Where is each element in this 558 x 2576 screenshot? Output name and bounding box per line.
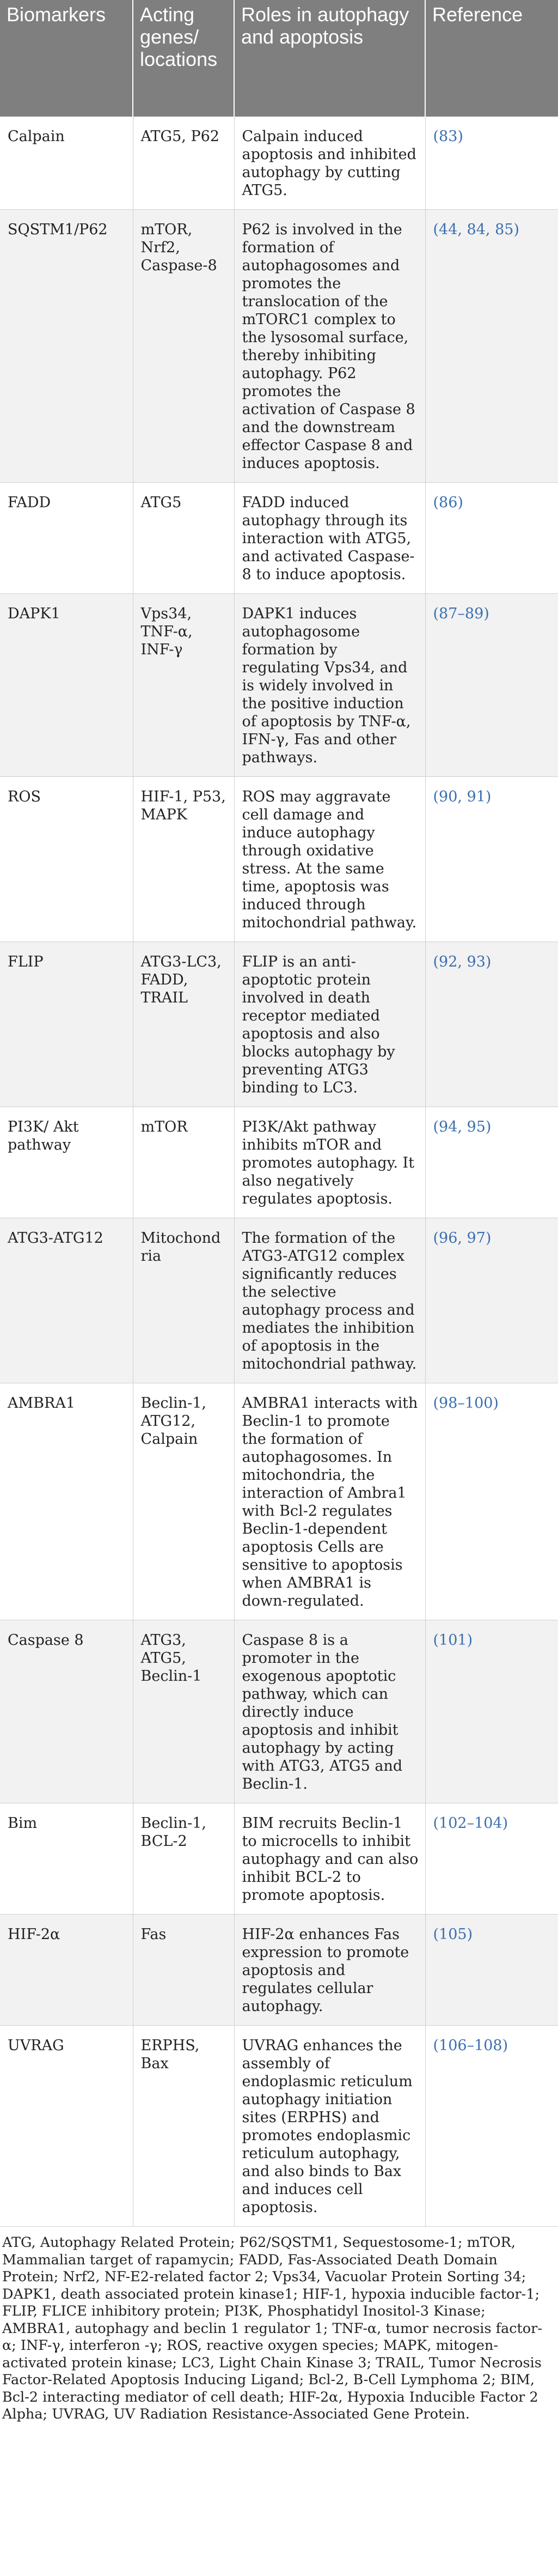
biomarker-cell: UVRAG <box>0 2026 133 2227</box>
reference-link[interactable]: (86) <box>433 494 463 511</box>
acting-genes-cell: Fas <box>133 1915 234 2026</box>
biomarker-cell: FADD <box>0 483 133 594</box>
table-row <box>0 483 558 594</box>
acting-genes-cell: ATG3, ATG5, Beclin-1 <box>133 1620 234 1803</box>
table-row <box>0 1107 558 1218</box>
acting-genes-cell: mTOR <box>133 1107 234 1218</box>
reference-cell <box>425 483 558 594</box>
acting-genes-cell: ERPHS, Bax <box>133 2026 234 2227</box>
reference-link[interactable]: (106–108) <box>433 2037 508 2054</box>
table-row <box>0 942 558 1107</box>
acting-genes-cell: mTOR, Nrf2, Caspase-8 <box>133 210 234 483</box>
acting-genes-cell: ATG5, P62 <box>133 117 234 210</box>
role-cell: HIF-2α enhances Fas expression to promote apoptosis and regulates cellular autophagy. <box>234 1915 425 2026</box>
reference-link[interactable]: (90, 91) <box>433 788 492 805</box>
header-roles: Roles in autophagy and apoptosis <box>234 0 425 117</box>
reference-link[interactable]: (102–104) <box>433 1815 508 1832</box>
table-row <box>0 1803 558 1915</box>
table-row <box>0 2026 558 2227</box>
reference-link[interactable]: (105) <box>433 1926 473 1943</box>
reference-link[interactable]: (92, 93) <box>433 953 492 970</box>
reference-link[interactable]: (44, 84, 85) <box>433 221 519 238</box>
reference-link[interactable]: (98–100) <box>433 1395 499 1412</box>
reference-cell <box>425 1803 558 1915</box>
table-row <box>0 210 558 483</box>
role-cell: ROS may aggravate cell damage and induce autophagy through oxidative stress. At the same time, apoptosis was induced through mitochondrial pathway. <box>234 777 425 942</box>
role-cell: PI3K/Akt pathway inhibits mTOR and promotes autophagy. It also negatively regulates apoptosis. <box>234 1107 425 1218</box>
table-row <box>0 1915 558 2026</box>
biomarker-cell: ATG3-ATG12 <box>0 1218 133 1383</box>
role-cell: Calpain induced apoptosis and inhibited autophagy by cutting ATG5. <box>234 117 425 210</box>
role-cell: P62 is involved in the formation of autophagosomes and promotes the translocation of the mTORC1 complex to the lysosomal surface, thereby inhibiting autophagy. P62 promotes the activation of Caspase 8 and the downstream effector Caspase 8 and induces apoptosis. <box>234 210 425 483</box>
reference-cell <box>425 1620 558 1803</box>
biomarker-cell: PI3K/ Akt pathway <box>0 1107 133 1218</box>
reference-link[interactable]: (87–89) <box>433 605 489 622</box>
acting-genes-cell: ATG3-LC3, FADD, TRAIL <box>133 942 234 1107</box>
biomarker-cell: Calpain <box>0 117 133 210</box>
table-body <box>0 117 558 2227</box>
table-row <box>0 117 558 210</box>
reference-cell <box>425 1218 558 1383</box>
acting-genes-cell: HIF-1, P53, MAPK <box>133 777 234 942</box>
reference-cell <box>425 2026 558 2227</box>
acting-genes-cell: Mitochondria <box>133 1218 234 1383</box>
header-biomarkers: Biomarkers <box>0 0 133 117</box>
reference-cell <box>425 1383 558 1620</box>
table-row <box>0 594 558 777</box>
biomarker-cell: FLIP <box>0 942 133 1107</box>
reference-link[interactable]: (94, 95) <box>433 1119 492 1135</box>
biomarker-cell: DAPK1 <box>0 594 133 777</box>
table-row <box>0 777 558 942</box>
role-cell: DAPK1 induces autophagosome formation by regulating Vps34, and is widely involved in the positive induction of apoptosis by TNF-α, IFN-γ, Fas and other pathways. <box>234 594 425 777</box>
reference-link[interactable]: (101) <box>433 1632 473 1649</box>
acting-genes-cell: Beclin-1, ATG12, Calpain <box>133 1383 234 1620</box>
biomarker-cell: AMBRA1 <box>0 1383 133 1620</box>
biomarker-cell: Caspase 8 <box>0 1620 133 1803</box>
table-row <box>0 1218 558 1383</box>
table-row <box>0 1383 558 1620</box>
header-reference: Reference <box>425 0 558 117</box>
table-row <box>0 1620 558 1803</box>
role-cell: Caspase 8 is a promoter in the exogenous apoptotic pathway, which can directly induce apoptosis and inhibit autophagy by acting with ATG3, ATG5 and Beclin-1. <box>234 1620 425 1803</box>
reference-cell <box>425 1915 558 2026</box>
reference-cell <box>425 210 558 483</box>
role-cell: UVRAG enhances the assembly of endoplasmic reticulum autophagy initiation sites (ERPHS) and promotes endoplasmic reticulum autophagy, and also binds to Bax and induces cell apoptosis. <box>234 2026 425 2227</box>
role-cell: FADD induced autophagy through its interaction with ATG5, and activated Caspase-8 to induce apoptosis. <box>234 483 425 594</box>
biomarker-cell: SQSTM1/P62 <box>0 210 133 483</box>
acting-genes-cell: Vps34, TNF-α, INF-γ <box>133 594 234 777</box>
header-row <box>0 0 558 117</box>
reference-cell <box>425 942 558 1107</box>
role-cell: AMBRA1 interacts with Beclin-1 to promote the formation of autophagosomes. In mitochondria, the interaction of Ambra1 with Bcl-2 regulates Beclin-1-dependent apoptosis Cells are sensitive to apoptosis when AMBRA1 is down-regulated. <box>234 1383 425 1620</box>
biomarker-cell: Bim <box>0 1803 133 1915</box>
reference-link[interactable]: (83) <box>433 128 463 145</box>
reference-link[interactable]: (96, 97) <box>433 1230 492 1247</box>
acting-genes-cell: ATG5 <box>133 483 234 594</box>
reference-cell <box>425 1107 558 1218</box>
role-cell: BIM recruits Beclin-1 to microcells to inhibit autophagy and can also inhibit BCL-2 to promote apoptosis. <box>234 1803 425 1915</box>
biomarker-cell: ROS <box>0 777 133 942</box>
biomarker-cell: HIF-2α <box>0 1915 133 2026</box>
table-footnote: ATG, Autophagy Related Protein; P62/SQSTM1, Sequestosome-1; mTOR, Mammalian target of rapamycin; FADD, Fas-Associated Death Domain Protein; Nrf2, NF-E2-related factor 2; Vps34, Vacuolar Protein Sorting 34; DAPK1, death associated protein kinase1; HIF-1, hypoxia inducible factor-1; FLIP, FLICE inhibitory protein; PI3K, Phosphatidyl Inositol-3 Kinase; AMBRA1, autophagy and beclin 1 regulator 1; TNF-α, tumor necrosis factor-α; INF-γ, interferon -γ; ROS, reactive oxygen species; MAPK, mitogen-activated protein kinase; LC3, Light Chain Kinase 3; TRAIL, Tumor Necrosis Factor-Related Apoptosis Inducing Ligand; Bcl-2, B-Cell Lymphoma 2; BIM, Bcl-2 interacting mediator of cell death; HIF-2α, Hypoxia Inducible Factor 2 Alpha; UVRAG, UV Radiation Resistance-Associated Gene Protein. <box>2 2234 542 2422</box>
header-acting-genes: Acting genes/ locations <box>133 0 234 117</box>
reference-cell <box>425 594 558 777</box>
role-cell: The formation of the ATG3-ATG12 complex significantly reduces the selective autophagy process and mediates the inhibition of apoptosis in the mitochondrial pathway. <box>234 1218 425 1383</box>
reference-cell <box>425 117 558 210</box>
acting-genes-cell: Beclin-1, BCL-2 <box>133 1803 234 1915</box>
role-cell: FLIP is an anti-apoptotic protein involved in death receptor mediated apoptosis and also blocks autophagy by preventing ATG3 binding to LC3. <box>234 942 425 1107</box>
reference-cell <box>425 777 558 942</box>
table-header <box>0 0 558 117</box>
